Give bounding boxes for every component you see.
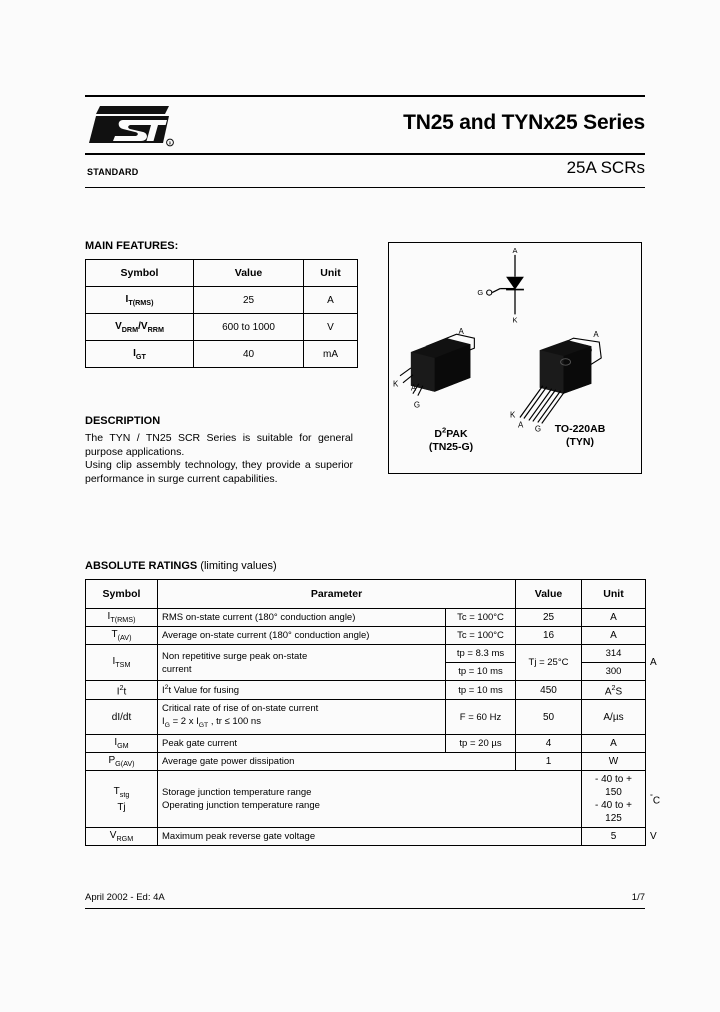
cell-symbol: $I_{GM}$ [86, 735, 158, 753]
cell-parameter: $I^2t$ Value for fusing [158, 681, 446, 700]
table-row: $I_{TSM}$ Non repetitive surge peak on-state current tp = 8.3 ms tp = 10 ms Tj = 25°C 314 300 A [86, 645, 646, 681]
symbol-line-2: Tj [117, 801, 126, 813]
absolute-ratings-table [85, 579, 661, 846]
left-package-name: $D^2PAK$ [434, 425, 468, 440]
condition-bottom: tp = 10 ms [458, 666, 503, 677]
svg-text:A: A [458, 327, 464, 337]
col-header-symbol: Symbol [86, 580, 158, 609]
value-top: 314 [582, 645, 645, 663]
parameter-line-2: Operating junction temperature range [162, 800, 320, 812]
parameter-line-1: Non repetitive surge peak on-state [162, 650, 308, 662]
header-band [85, 97, 645, 153]
cell-value: 5 [582, 828, 646, 846]
svg-text:R: R [168, 140, 172, 146]
cell-condition-1: F = 60 Hz [446, 700, 516, 735]
cell-unit: V [304, 314, 358, 341]
cell-value [582, 771, 646, 828]
table-row [86, 681, 646, 700]
cell-condition-2: Tc = 100°C [446, 627, 516, 645]
parameter-line-2: $I_G = 2$ x $I_{GT}$ , tr ≤ 100 ns [162, 716, 261, 730]
page-footer [85, 892, 645, 909]
svg-text:A: A [593, 330, 599, 340]
description-section [85, 415, 353, 486]
parameter-line-1: Storage junction temperature range [162, 787, 312, 799]
right-package-name: TO-220AB [554, 423, 606, 435]
svg-text:A: A [512, 245, 518, 255]
cell-value: 450 [516, 681, 582, 700]
table-row [86, 753, 646, 771]
value-line-1: - 40 to + 150 [595, 774, 632, 799]
table-header-row [86, 260, 358, 287]
standard-label: STANDARD [87, 167, 139, 177]
footer-date-edition: April 2002 - Ed: 4A [85, 892, 165, 903]
cell-unit: A [582, 627, 646, 645]
svg-text:K: K [393, 379, 399, 389]
cell-symbol: $V_{DRM}/V_{RRM}$ [86, 314, 194, 341]
left-package-caption [399, 423, 503, 454]
cell-parameter: RMS on-state current (180° conduction angle) [158, 609, 446, 627]
absolute-ratings-heading-light: (limiting values) [197, 560, 277, 572]
cell-condition-2: Tc = 100°C [446, 609, 516, 627]
description-heading: DESCRIPTION [85, 415, 161, 427]
table-header-row [86, 580, 646, 609]
package-diagram-box [388, 242, 642, 474]
st-logo [87, 103, 175, 151]
table-row [86, 314, 358, 341]
cell-unit: A/µs [582, 700, 646, 735]
cell-parameter: Peak gate current [158, 735, 446, 753]
cell-unit: $A^2S$ [582, 681, 646, 700]
table-row: $T_{stg}$ Tj Storage junction temperature range Operating junction temperature range - 40 to + 150 - 40 to + 125 °C [86, 771, 646, 828]
cell-symbol: $I_{T(RMS)}$ [86, 287, 194, 314]
cell-value: 25 [516, 609, 582, 627]
left-package-variant: (TN25-G) [428, 440, 474, 453]
col-header-unit: Unit [582, 580, 646, 609]
product-class-label: 25A SCRs [566, 158, 645, 177]
cell-condition-2: Tj = 25°C [516, 645, 582, 681]
table-row [86, 287, 358, 314]
cell-unit: A [582, 609, 646, 627]
cell-symbol: dI/dt [86, 700, 158, 735]
cell-symbol: $I_{TSM}$ [86, 645, 158, 681]
cell-unit: A [582, 735, 646, 753]
svg-text:G: G [477, 288, 484, 298]
table-row [86, 700, 646, 735]
cell-condition-1: tp = 20 µs [446, 735, 516, 753]
cell-symbol [86, 771, 158, 828]
condition-top: tp = 8.3 ms [446, 645, 515, 663]
cell-parameter: Maximum peak reverse gate voltage [158, 828, 582, 846]
footer-rule [85, 908, 645, 909]
cell-symbol: $V_{RGM}$ [86, 828, 158, 846]
col-header-parameter: Parameter [158, 580, 516, 609]
cell-condition-1-split [446, 645, 516, 681]
header-rule-bottom [85, 187, 645, 188]
right-package-caption [525, 423, 635, 449]
footer-row [85, 892, 645, 908]
col-header-unit: Unit [304, 260, 358, 287]
cell-value: 16 [516, 627, 582, 645]
cell-value: 600 to 1000 [194, 314, 304, 341]
absolute-ratings-heading-bold: ABSOLUTE RATINGS [85, 560, 198, 572]
table-row: $V_{RGM}$ Maximum peak reverse gate voltage 5 V [86, 828, 646, 846]
description-paragraph-1: The TYN / TN25 SCR Series is suitable for general purpose applications. [85, 432, 353, 458]
cell-unit: W [582, 753, 646, 771]
absolute-ratings-heading [85, 560, 645, 572]
parameter-line-1: Critical rate of rise of on-state current [162, 703, 319, 715]
svg-text:A: A [517, 420, 524, 430]
svg-text:K: K [512, 315, 518, 325]
cell-value: 50 [516, 700, 582, 735]
absolute-ratings-section [85, 560, 661, 846]
cell-symbol: $I_{GT}$ [86, 341, 194, 368]
cell-symbol: $T_{(AV)}$ [86, 627, 158, 645]
cell-unit: A [304, 287, 358, 314]
cell-value: 4 [516, 735, 582, 753]
svg-text:K: K [510, 410, 516, 420]
parameter-line-2: current [162, 663, 192, 675]
svg-text:G: G [534, 424, 541, 434]
description-paragraph-2: Using clip assembly technology, they provide a superior performance in surge current capabilities. [85, 459, 353, 485]
table-row [86, 627, 646, 645]
svg-text:A: A [410, 383, 417, 393]
cell-symbol: $P_{G(AV)}$ [86, 753, 158, 771]
value-line-2: - 40 to + 125 [595, 800, 632, 825]
cell-value: 40 [194, 341, 304, 368]
cell-value: 25 [194, 287, 304, 314]
cell-parameter: Average on-state current (180° conduction angle) [158, 627, 446, 645]
table-row [86, 735, 646, 753]
header-subrow [85, 155, 645, 187]
col-header-symbol: Symbol [86, 260, 194, 287]
value-bottom: 300 [605, 666, 622, 677]
symbol-line-1: $T_{stg}$ [113, 785, 130, 799]
cell-symbol: $I^2t$ [86, 681, 158, 700]
cell-value: 1 [516, 753, 582, 771]
table-row [86, 341, 358, 368]
main-features-table [85, 259, 358, 368]
col-header-value: Value [194, 260, 304, 287]
document-title: TN25 and TYNx25 Series [403, 111, 645, 134]
table-row [86, 609, 646, 627]
col-header-value: Value [516, 580, 582, 609]
cell-parameter: Average gate power dissipation [158, 753, 516, 771]
svg-text:G: G [413, 400, 421, 410]
main-features-heading: MAIN FEATURES: [85, 240, 179, 252]
cell-symbol: $I_{T(RMS)}$ [86, 609, 158, 627]
cell-parameter [158, 645, 446, 681]
right-package-variant: (TYN) [566, 436, 594, 448]
cell-unit: mA [304, 341, 358, 368]
cell-parameter [158, 771, 582, 828]
page-header [85, 0, 645, 188]
footer-page-number: 1/7 [631, 892, 645, 903]
main-features-section [85, 240, 357, 368]
cell-parameter [158, 700, 446, 735]
cell-value-split [582, 645, 646, 681]
cell-condition-1: tp = 10 ms [446, 681, 516, 700]
